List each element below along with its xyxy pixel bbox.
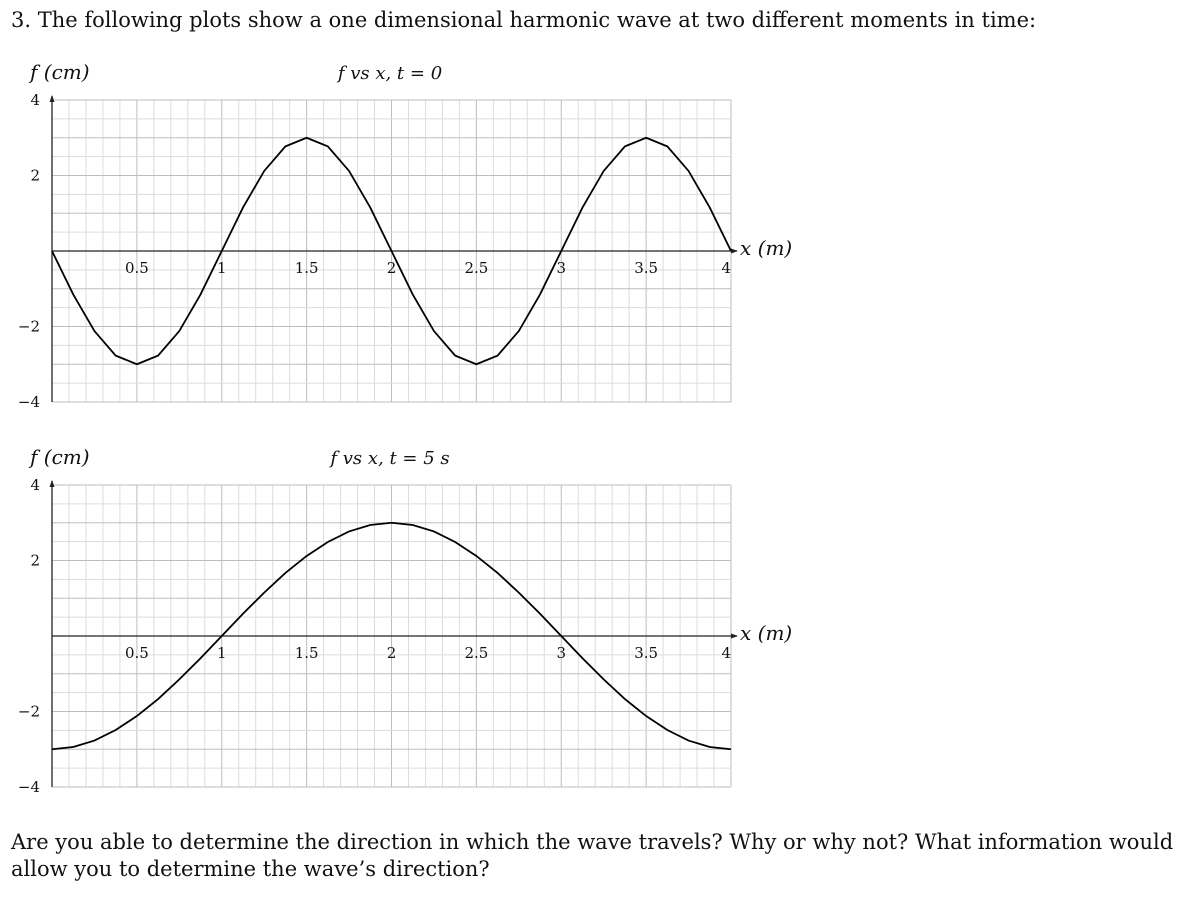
x-axis-label: x (m) xyxy=(740,236,793,260)
x-tick-label: 1 xyxy=(216,644,227,662)
x-axis-label: x (m) xyxy=(740,621,793,645)
x-tick-label: 4 xyxy=(721,644,731,662)
x-tick-label: 1.5 xyxy=(294,644,319,662)
x-tick-label: 1 xyxy=(216,259,227,277)
x-tick-label: 3.5 xyxy=(634,644,659,662)
x-axis-arrow xyxy=(731,249,738,254)
x-tick-label: 2 xyxy=(386,644,397,662)
x-tick-label: 0.5 xyxy=(124,259,149,277)
x-tick-label: 4 xyxy=(721,259,731,277)
x-axis-arrow xyxy=(731,634,738,639)
y-tick-label: 4 xyxy=(30,476,40,494)
y-axis-arrow xyxy=(50,480,55,487)
question-followup: Are you able to determine the direction in which the wave travels? Why or why not? What information would allow you to determine the wave’s direction? xyxy=(11,830,1174,881)
x-tick-label: 3 xyxy=(556,259,567,277)
y-axis-label: f (cm) xyxy=(30,445,90,469)
y-tick-label: 4 xyxy=(30,91,40,109)
x-tick-label: 2 xyxy=(386,259,397,277)
x-tick-label: 2.5 xyxy=(464,259,489,277)
plot-t5 xyxy=(0,440,1200,800)
y-axis-label: f (cm) xyxy=(30,60,90,84)
y-tick-label: −2 xyxy=(17,702,40,721)
y-tick-label: −4 xyxy=(17,778,40,796)
y-axis-arrow xyxy=(50,95,55,102)
plot-t0 xyxy=(0,55,1200,415)
y-tick-label: 2 xyxy=(30,166,40,185)
y-tick-label: 2 xyxy=(30,551,40,570)
chart-title: f vs x, t = 5 s xyxy=(330,448,450,469)
y-tick-label: −4 xyxy=(17,393,40,411)
x-tick-label: 0.5 xyxy=(124,644,149,662)
x-tick-label: 2.5 xyxy=(464,644,489,662)
chart-title: f vs x, t = 0 xyxy=(337,63,443,84)
x-tick-label: 3 xyxy=(556,644,567,662)
y-tick-label: −2 xyxy=(17,317,40,336)
question-prompt: 3. The following plots show a one dimensional harmonic wave at two different moments in time: xyxy=(11,8,1037,32)
x-tick-label: 1.5 xyxy=(294,259,319,277)
x-tick-label: 3.5 xyxy=(634,259,659,277)
